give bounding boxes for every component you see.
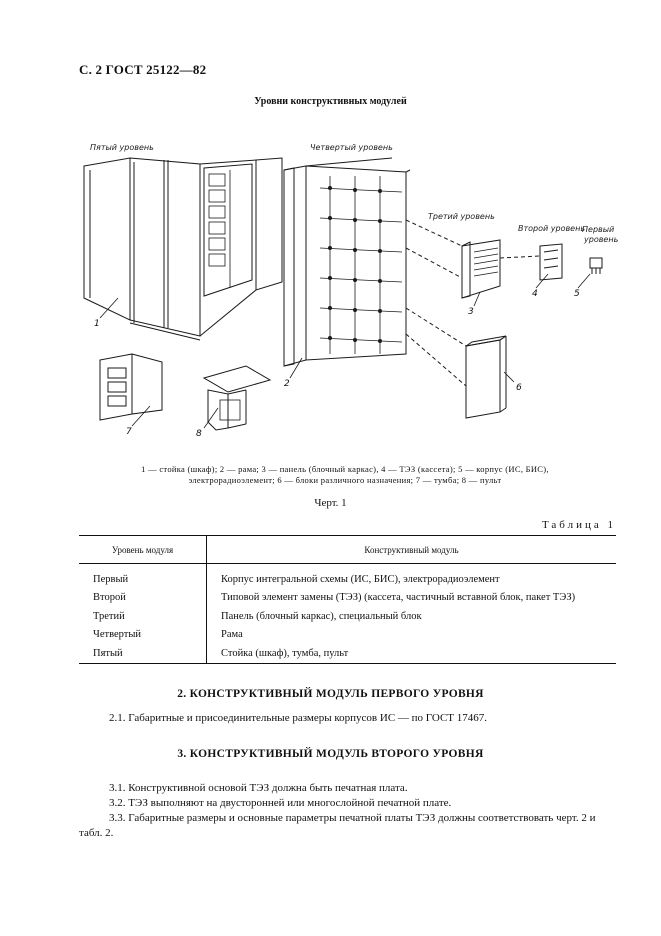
callout-7: 7 [126, 427, 132, 437]
label-first-level-2: уровень [584, 235, 619, 244]
console-drawing [204, 366, 270, 430]
legend-line-2: электрорадиоэлемент; 6 — блоки различного назначения; 7 — тумба; 8 — пульт [188, 475, 502, 485]
table-cell-module: Рама [207, 626, 617, 645]
label-third-level: Третий уровень [428, 212, 495, 221]
block-drawing [406, 308, 506, 418]
paragraph-3-2: 3.2. ТЭЗ выполняют на двусторонней или многослойной печатной плате. [109, 797, 452, 809]
section-2-heading: 2. КОНСТРУКТИВНЫЙ МОДУЛЬ ПЕРВОГО УРОВНЯ [177, 688, 484, 700]
cabinet-drawing [84, 158, 282, 340]
tez-drawing [500, 244, 562, 280]
callout-8: 8 [196, 429, 202, 439]
table-cell-module: Панель (блочный каркас), специальный блок [207, 607, 617, 626]
callout-6: 6 [516, 383, 522, 393]
frame-drawing [284, 158, 410, 366]
table-cell-level: Первый [93, 573, 129, 585]
table-cell-level: Второй [93, 592, 126, 604]
callout-2: 2 [284, 379, 290, 389]
label-fifth-level: Пятый уровень [90, 143, 154, 152]
ic-package-drawing [590, 258, 602, 274]
callout-5: 5 [574, 289, 580, 299]
label-fourth-level: Четвертый уровень [310, 143, 393, 152]
paragraph-2-1: 2.1. Габаритные и присоединительные размеры корпусов ИС — по ГОСТ 17467. [109, 712, 488, 724]
panel-drawing [406, 220, 500, 298]
table-cell-level: Третий [93, 610, 125, 622]
table-cell-module: Корпус интегральной схемы (ИС, БИС), электрорадиоэлемент [207, 564, 617, 589]
table-row [79, 607, 616, 626]
section-3-heading: 3. КОНСТРУКТИВНЫЙ МОДУЛЬ ВТОРОГО УРОВНЯ [177, 748, 484, 760]
table-row [79, 564, 616, 589]
paragraph-3-1: 3.1. Конструктивной основой ТЭЗ должна быть печатная плата. [109, 782, 408, 794]
table-label: Таблица 1 [541, 519, 616, 531]
levels-table [79, 535, 616, 664]
callout-1: 1 [94, 319, 100, 329]
table-header-level: Уровень модуля [79, 536, 207, 564]
table-row [79, 644, 616, 663]
pedestal-drawing [100, 354, 162, 420]
page-header: С. 2 ГОСТ 25122—82 [79, 62, 207, 77]
table-cell-module: Типовой элемент замены (ТЭЗ) (кассета, частичный вставной блок, пакет ТЭЗ) [207, 589, 617, 608]
module-levels-drawing [70, 128, 630, 458]
figure-legend [110, 464, 580, 486]
callout-leaders [100, 274, 590, 428]
callout-3: 3 [468, 307, 474, 317]
table-row [79, 589, 616, 608]
table-cell-level: Пятый [79, 644, 207, 663]
table-cell-level: Четвертый [93, 629, 142, 641]
callout-4: 4 [532, 289, 538, 299]
table-row [79, 626, 616, 645]
label-first-level-1: Первый [582, 225, 615, 234]
figure-title: Уровни конструктивных модулей [254, 96, 407, 107]
paragraph-3-3: 3.3. Габаритные размеры и основные параметры печатной платы ТЭЗ должны соответствовать черт. 2 и табл. 2. [79, 812, 596, 839]
legend-line-1: 1 — стойка (шкаф); 2 — рама; 3 — панель (блочный каркас), 4 — ТЭЗ (кассета); 5 — корпус (ИС, БИС), [141, 464, 549, 474]
label-second-level: Второй уровень [518, 224, 586, 233]
figure-caption: Черт. 1 [314, 497, 347, 509]
table-header-module: Конструктивный модуль [207, 536, 617, 564]
table-cell-module: Стойка (шкаф), тумба, пульт [207, 644, 617, 663]
